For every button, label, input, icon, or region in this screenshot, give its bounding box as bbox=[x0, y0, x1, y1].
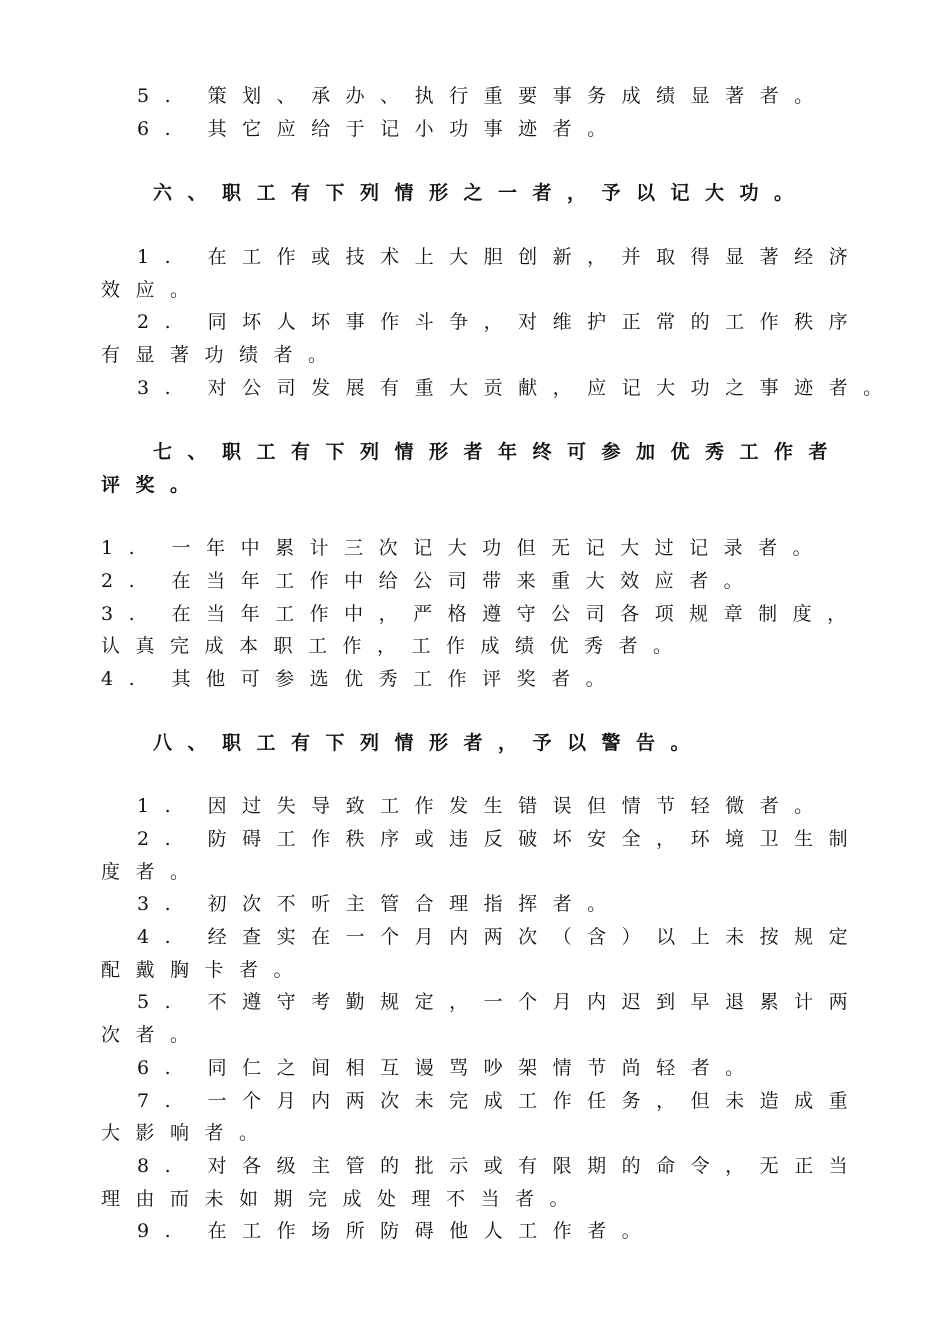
section-heading: 八、职工有下列情形者，予以警告。 bbox=[153, 732, 706, 754]
list-item: 5. 策划、承办、执行重要事务成绩显著者。 bbox=[137, 85, 829, 107]
list-item-continuation: 次者。 bbox=[101, 1024, 205, 1046]
list-item: 6. 其它应给于记小功事迹者。 bbox=[137, 118, 622, 140]
list-item: 3. 在当年工作中，严格遵守公司各项规章制度， bbox=[101, 603, 862, 625]
list-item-continuation: 有显著功绩者。 bbox=[101, 344, 343, 366]
list-item-continuation: 配戴胸卡者。 bbox=[101, 959, 309, 981]
list-item: 3. 对公司发展有重大贡献，应记大功之事迹者。 bbox=[137, 377, 898, 399]
list-item-continuation: 认真完成本职工作，工作成绩优秀者。 bbox=[101, 635, 688, 657]
list-item: 1. 在工作或技术上大胆创新，并取得显著经济 bbox=[137, 246, 864, 268]
list-item: 1. 因过失导致工作发生错误但情节轻微者。 bbox=[137, 795, 829, 817]
section-heading-continuation: 评奖。 bbox=[101, 474, 205, 496]
list-item-continuation: 理由而未如期完成处理不当者。 bbox=[101, 1188, 585, 1210]
list-item: 5. 不遵守考勤规定，一个月内迟到早退累计两 bbox=[137, 991, 864, 1013]
list-item-continuation: 大影响者。 bbox=[101, 1122, 274, 1144]
list-item: 1. 一年中累计三次记大功但无记大过记录者。 bbox=[101, 537, 828, 559]
list-item-continuation: 效应。 bbox=[101, 279, 205, 301]
list-item: 2. 防碍工作秩序或违反破坏安全，环境卫生制 bbox=[137, 828, 864, 850]
list-item: 7. 一个月内两次未完成工作任务，但未造成重 bbox=[137, 1090, 864, 1112]
list-item: 3. 初次不听主管合理指挥者。 bbox=[137, 893, 622, 915]
list-item: 9. 在工作场所防碍他人工作者。 bbox=[137, 1220, 657, 1242]
list-item: 2. 同坏人坏事作斗争，对维护正常的工作秩序 bbox=[137, 311, 864, 333]
list-item: 6. 同仁之间相互谩骂吵架情节尚轻者。 bbox=[137, 1057, 760, 1079]
list-item: 4. 经查实在一个月内两次（含）以上未按规定 bbox=[137, 926, 864, 948]
section-heading: 七、职工有下列情形者年终可参加优秀工作者 bbox=[153, 441, 844, 463]
list-item: 8. 对各级主管的批示或有限期的命令，无正当 bbox=[137, 1155, 864, 1177]
list-item: 4. 其他可参选优秀工作评奖者。 bbox=[101, 668, 621, 690]
section-heading: 六、职工有下列情形之一者，予以记大功。 bbox=[153, 182, 809, 204]
list-item: 2. 在当年工作中给公司带来重大效应者。 bbox=[101, 570, 759, 592]
list-item-continuation: 度者。 bbox=[101, 861, 205, 883]
